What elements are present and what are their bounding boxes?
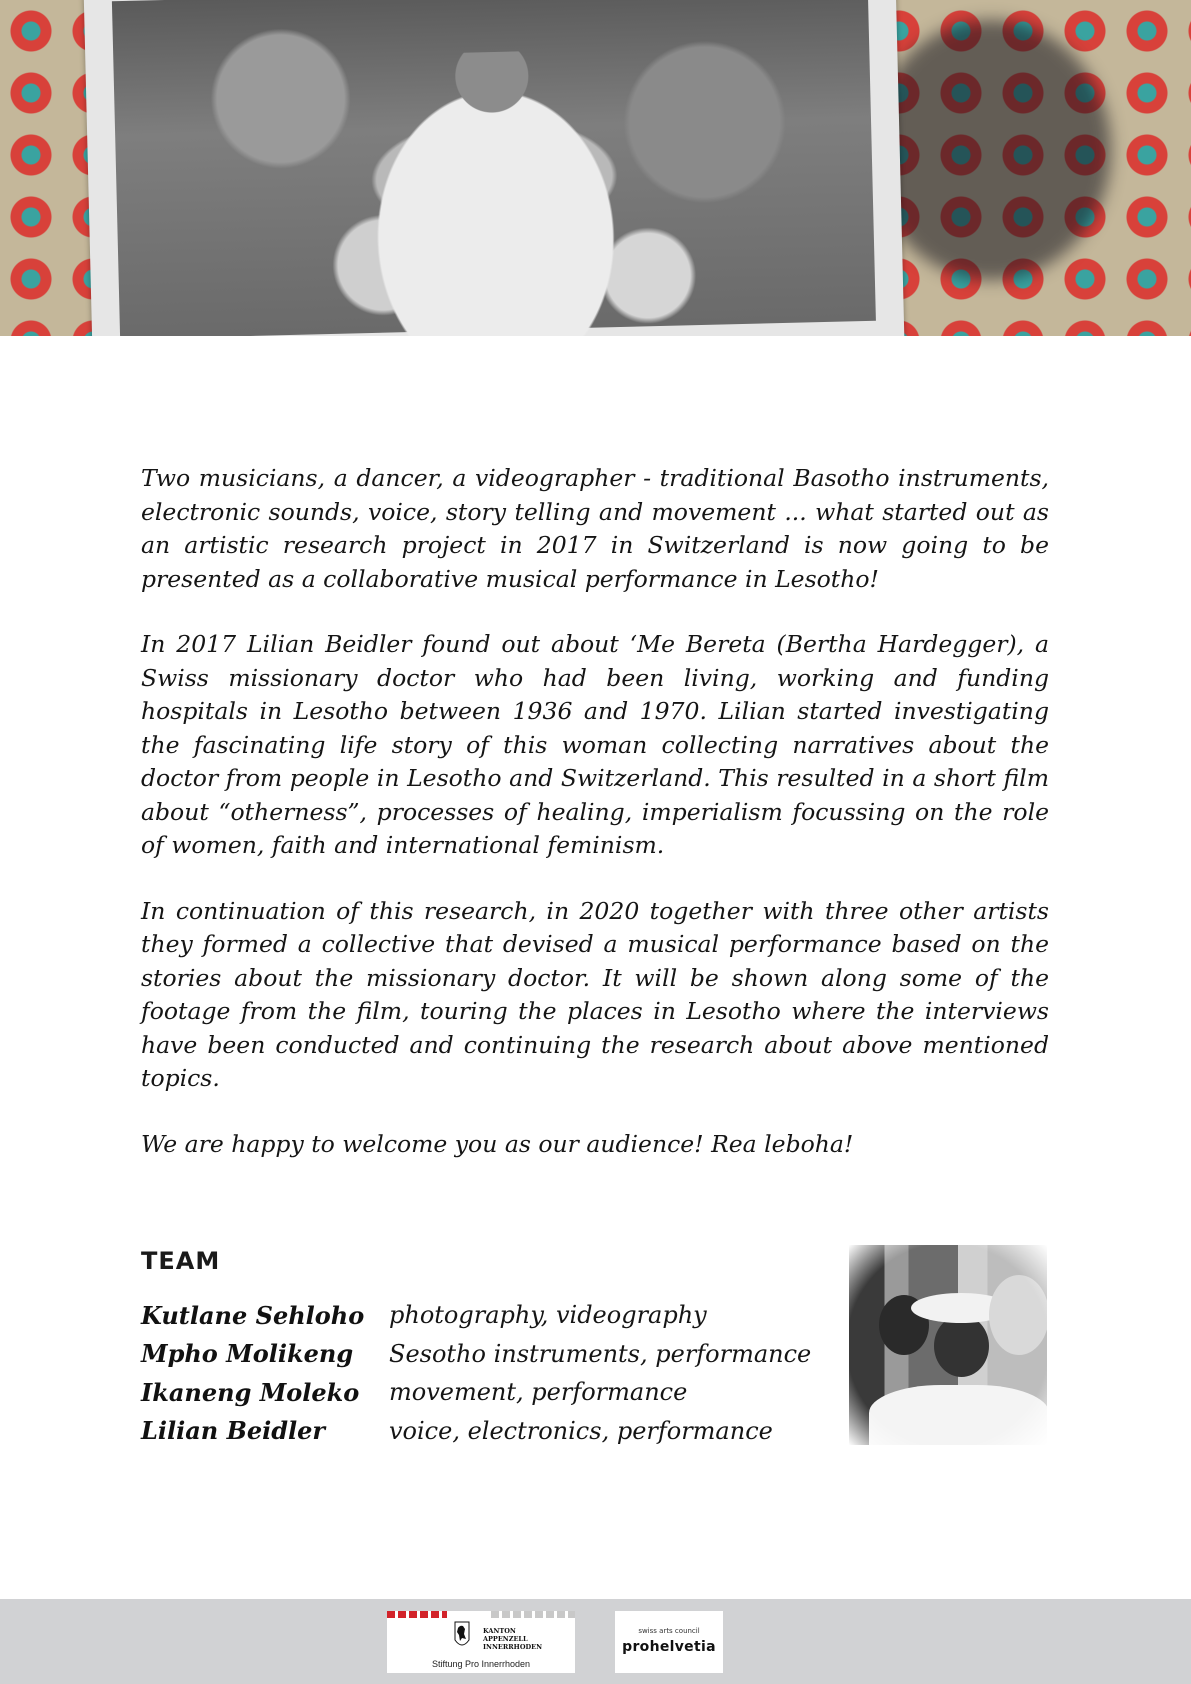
team-member — [141, 1335, 821, 1374]
member-role: Sesotho instruments, performance — [389, 1339, 812, 1368]
team-heading: TEAM — [141, 1247, 221, 1275]
team-member — [141, 1373, 821, 1412]
intro-text — [141, 462, 1049, 1193]
member-name: Kutlane Sehloho — [141, 1300, 365, 1330]
appenzell-logo — [387, 1611, 575, 1673]
intro-paragraph-3: In continuation of this research, in 2020 together with three other artists they formed a collective that devised a musical performance based on the stories about the missionary doctor. It will be shown along some of the footage from the film, touring the places in Lesotho where the interviews have been conducted and continuing the research about above mentioned topics. — [141, 896, 1049, 1092]
member-name: Ikaneng Moleko — [141, 1377, 360, 1407]
header-photo — [0, 0, 1191, 336]
intro-paragraph-2: In 2017 Lilian Beidler found out about ‘Me Bereta (Bertha Hardegger), a Swiss missionary doctor who had been living, working and funding hospitals in Lesotho between 1936 and 1970. Lilian started investigating the fascinating life story of this woman collecting narratives about the doctor from people in Lesotho and Switzerland. This resulted in a short film about “otherness”, processes of healing, imperialism focussing on the role of women, faith and international feminism. — [141, 630, 1049, 859]
member-role: photography, videography — [389, 1301, 707, 1330]
bear-crest-icon — [451, 1620, 473, 1650]
shirts — [869, 1385, 1047, 1445]
hand-shadow — [871, 20, 1111, 280]
person-3 — [989, 1275, 1047, 1355]
intro-paragraph-1: Two musicians, a dancer, a videographer - traditional Basotho instruments, electronic sounds, voice, story telling and movement ... what started out as an artistic research project in 2017 in Switzerland is now going to be presented as a collaborative musical performance in Lesotho! — [141, 464, 1049, 593]
kanton-label: KANTON APPENZELL INNERRHODEN — [483, 1627, 543, 1651]
prohelvetia-tagline: swiss arts council — [638, 1627, 700, 1635]
member-name: Mpho Molikeng — [141, 1339, 354, 1369]
person-2 — [934, 1315, 989, 1377]
photo-print — [84, 0, 905, 336]
member-role: movement, performance — [389, 1378, 688, 1407]
team-photo — [849, 1245, 1047, 1445]
logo-stripe-red — [387, 1611, 447, 1618]
team-member — [141, 1296, 821, 1335]
team-member — [141, 1412, 821, 1451]
stiftung-label: Stiftung Pro Innerrhoden — [431, 1659, 531, 1669]
team-list — [141, 1296, 821, 1450]
doctor-figure — [341, 48, 648, 336]
prohelvetia-logo — [615, 1611, 723, 1673]
member-name: Lilian Beidler — [141, 1416, 326, 1446]
sponsor-footer — [0, 1599, 1191, 1684]
intro-paragraph-4: We are happy to welcome you as our audience! Rea leboha! — [141, 1129, 854, 1158]
member-role: voice, electronics, performance — [389, 1416, 773, 1445]
logo-stripe-gray — [491, 1611, 575, 1618]
archival-photo — [112, 0, 876, 336]
prohelvetia-wordmark: prohelvetia — [622, 1639, 716, 1655]
